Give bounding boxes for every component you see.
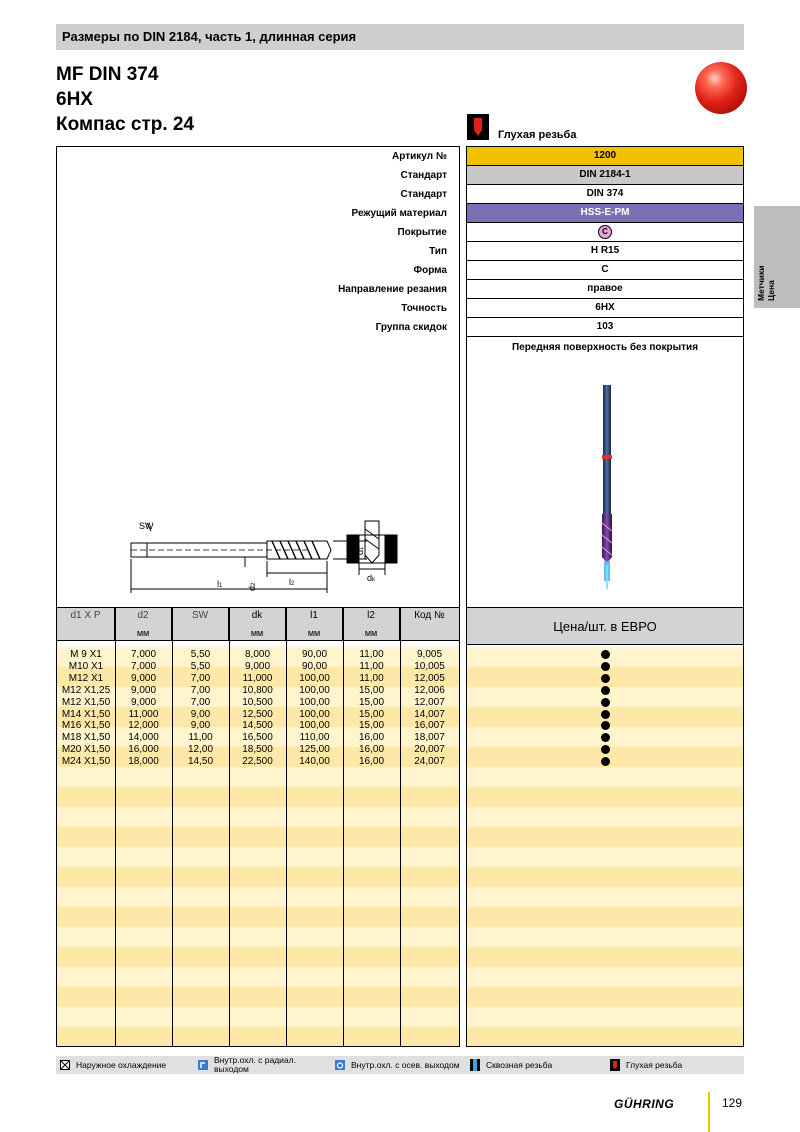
availability-dot-icon: [601, 662, 610, 671]
cell-d2: 7,000: [130, 649, 157, 660]
cell-dk: 8,000: [244, 649, 271, 660]
spec-value-cutting-material: HSS-E-PM: [467, 204, 743, 223]
cell-l2: 16,00: [358, 756, 385, 768]
cell-sw: 14,50: [187, 756, 214, 768]
availability-dot-icon: [601, 686, 610, 695]
label-sw: SW: [139, 521, 154, 531]
page-header-text: Размеры по DIN 2184, часть 1, длинная серия: [62, 29, 357, 44]
label-dk-sub: k: [372, 577, 376, 583]
spec-label-cutting-direction: Направление резания: [338, 284, 447, 295]
spec-label-article: Артикул №: [392, 151, 447, 162]
spec-value-type: H R15: [467, 242, 743, 261]
cell-l2: 16,00: [358, 744, 385, 756]
cell-d1xp: M20 X1,50: [61, 744, 111, 756]
col-header-d2: d2: [115, 607, 172, 625]
spec-label-form: Форма: [413, 265, 447, 276]
red-ball-icon: [695, 62, 747, 114]
cell-l1: 110,00: [299, 732, 330, 744]
label-l1: l: [217, 579, 219, 589]
col-header-sw: SW: [172, 607, 229, 625]
spec-value-coating-cell: [467, 223, 743, 242]
col-header-l2: l2: [343, 607, 400, 625]
cell-d2: 14,000: [128, 732, 159, 744]
cell-d1xp: M12 X1,25: [61, 684, 111, 696]
coating-badge-icon: C: [598, 225, 612, 239]
cell-dk: 12,500: [242, 708, 273, 720]
spec-value-form: C: [467, 261, 743, 280]
cell-sw: 5,50: [190, 649, 211, 660]
cell-sw: 12,00: [187, 744, 214, 756]
svg-text:d2: [247, 582, 257, 591]
cell-d2: 12,000: [128, 720, 159, 732]
cell-dk: 16,500: [242, 732, 273, 744]
spec-label-standard-2: Стандарт: [400, 189, 447, 200]
cell-code: 12,006: [414, 684, 445, 696]
unit-sw: [172, 625, 229, 641]
cell-code: 12,007: [414, 696, 445, 708]
cell-code: 18,007: [414, 732, 445, 744]
brand-logo: GÜHRING: [614, 1097, 675, 1111]
legend-item-blind: [610, 1056, 682, 1074]
product-title: MF DIN 374: [56, 64, 159, 85]
spec-value-standard-2: DIN 374: [467, 185, 743, 204]
cell-dk: 11,000: [242, 672, 273, 684]
legend-text-radial: Внутр.охл. с радиал. выходом: [214, 1055, 296, 1074]
cell-code: 12,005: [414, 672, 445, 684]
price-column: [466, 607, 744, 1047]
availability-dot-icon: [601, 674, 610, 683]
cell-l1: 100,00: [299, 720, 330, 732]
spec-label-discount-group: Группа скидок: [375, 322, 447, 333]
availability-dot-icon: [601, 650, 610, 659]
cell-l1: 100,00: [299, 672, 330, 684]
legend-text-through: Сквозная резьба: [486, 1059, 553, 1070]
page-number: 129: [722, 1096, 743, 1110]
compass-reference: Компас стр. 24: [56, 114, 195, 135]
cell-d1xp: M12 X1,50: [61, 696, 111, 708]
spec-label-cutting-material: Режущий материал: [351, 208, 447, 219]
cell-sw: 7,00: [190, 684, 211, 696]
cell-d2: 9,000: [130, 672, 157, 684]
legend-text-external: Наружное охлаждение: [76, 1059, 167, 1070]
cell-d2: 7,000: [130, 660, 157, 672]
cell-dk: 22,500: [242, 756, 273, 768]
cell-l1: 100,00: [299, 696, 330, 708]
spec-value-discount-group: 103: [467, 318, 743, 337]
availability-dot-icon: [601, 710, 610, 719]
cell-l2: 15,00: [358, 684, 385, 696]
cell-d2: 16,000: [128, 744, 159, 756]
legend-item-through: [470, 1056, 552, 1074]
axial-coolant-icon: [335, 1060, 345, 1070]
legend-item-radial: [198, 1056, 328, 1074]
spec-label-type: Тип: [429, 246, 447, 257]
unit-d1xp: [57, 625, 115, 641]
cell-d1xp: M24 X1,50: [61, 756, 111, 768]
label-d2: d: [247, 585, 257, 591]
legend-bar: [56, 1056, 744, 1074]
spec-label-standard: Стандарт: [400, 170, 447, 181]
cell-d2: 11,000: [128, 708, 159, 720]
col-header-code: Код №: [414, 610, 445, 621]
label-l2: l: [289, 577, 291, 587]
svg-text:l1: [217, 579, 223, 589]
cell-code: 24,007: [414, 756, 445, 768]
blind-thread-icon: [610, 1059, 620, 1071]
cell-l1: 90,00: [301, 660, 328, 672]
cell-dk: 9,000: [244, 660, 271, 672]
spec-labels-panel: [56, 146, 460, 608]
col-header-dk: dk: [229, 607, 286, 625]
cell-l1: 100,00: [299, 708, 330, 720]
unit-dk: мм: [229, 625, 286, 641]
cell-l2: 15,00: [358, 720, 385, 732]
cell-l2: 15,00: [358, 696, 385, 708]
cell-l2: 11,00: [359, 672, 384, 684]
cell-dk: 18,500: [242, 744, 273, 756]
cell-d1xp: M16 X1,50: [61, 720, 111, 732]
cell-sw: 7,00: [190, 672, 211, 684]
label-l2-sub: 2: [291, 581, 295, 587]
cell-d1xp: M12 X1: [68, 672, 104, 684]
cell-sw: 5,50: [190, 660, 211, 672]
coating-note: Передняя поверхность без покрытия: [511, 342, 699, 353]
price-header: Цена/шт. в ЕВРО: [467, 607, 743, 645]
unit-l2: мм: [343, 625, 400, 641]
cell-l1: 100,00: [299, 684, 330, 696]
cell-d2: 9,000: [130, 684, 157, 696]
cell-code: 9,005: [416, 649, 443, 660]
through-thread-icon: [470, 1059, 480, 1071]
label-l1-sub: 1: [219, 583, 223, 589]
svg-text:dk: [367, 573, 376, 583]
legend-text-blind: Глухая резьба: [626, 1059, 683, 1070]
label-d2-sub: 2: [251, 582, 257, 586]
cell-l1: 90,00: [301, 649, 328, 660]
spec-label-tolerance: Точность: [401, 303, 447, 314]
legend-item-axial: [335, 1056, 465, 1074]
unit-l1: мм: [286, 625, 343, 641]
tolerance-title: 6HX: [56, 89, 93, 110]
cell-d1xp: M14 X1,50: [61, 708, 111, 720]
cell-sw: 11,00: [188, 732, 213, 744]
cell-l2: 16,00: [358, 732, 385, 744]
label-dk: d: [367, 573, 373, 583]
cell-d2: 9,000: [130, 696, 157, 708]
cell-sw: 9,00: [190, 720, 211, 732]
side-tab-label-2: Цена: [766, 280, 776, 301]
col-header-d1xp: d1 X P: [57, 607, 115, 625]
cell-code: 20,007: [414, 744, 445, 756]
unit-code: [400, 625, 459, 641]
spec-value-tolerance: 6HX: [467, 299, 743, 318]
label-d1-sub: 1: [359, 546, 365, 550]
footer-divider: [708, 1092, 710, 1132]
cell-code: 14,007: [414, 708, 445, 720]
legend-text-axial: Внутр.охл. с осев. выходом: [351, 1059, 460, 1070]
side-tab-label-1: Метчики: [756, 265, 766, 301]
cell-l2: 11,00: [359, 649, 384, 660]
cell-d1xp: M10 X1: [68, 660, 104, 672]
blind-thread-icon: [467, 114, 489, 140]
cell-l2: 11,00: [359, 660, 384, 672]
spec-label-coating: Покрытие: [397, 227, 447, 238]
tap-product-image: [592, 385, 622, 607]
legend-item-external: [60, 1056, 166, 1074]
unit-d2: мм: [115, 625, 172, 641]
svg-text:l2: [289, 577, 295, 587]
cell-d2: 18,000: [128, 756, 159, 768]
cell-sw: 7,00: [190, 696, 211, 708]
spec-values-panel: [466, 146, 744, 608]
cell-code: 16,007: [414, 720, 445, 732]
cell-dk: 10,800: [242, 684, 273, 696]
cell-d1xp: M18 X1,50: [61, 732, 111, 744]
cell-code: 10,005: [414, 660, 445, 672]
radial-coolant-icon: [198, 1060, 208, 1070]
spec-value-standard: DIN 2184-1: [467, 166, 743, 185]
spec-value-article: 1200: [467, 147, 743, 166]
availability-dot-icon: [601, 698, 610, 707]
label-d1: d: [355, 549, 365, 555]
dimension-table: [56, 607, 460, 1047]
cell-l2: 15,00: [358, 708, 385, 720]
cell-d1xp: M 9 X1: [70, 649, 102, 660]
cell-l1: 125,00: [299, 744, 330, 756]
cell-l1: 140,00: [299, 756, 330, 768]
cell-dk: 14,500: [242, 720, 273, 732]
side-tab[interactable]: [754, 206, 800, 308]
cell-dk: 10,500: [242, 696, 273, 708]
cell-sw: 9,00: [190, 708, 211, 720]
thread-type-title: Глухая резьба: [498, 129, 577, 141]
page-header-bar: [56, 24, 744, 50]
spec-value-cutting-direction: правое: [467, 280, 743, 299]
tap-dimension-drawing: [117, 517, 457, 603]
col-header-l1: l1: [286, 607, 343, 625]
external-cooling-icon: [60, 1060, 70, 1070]
